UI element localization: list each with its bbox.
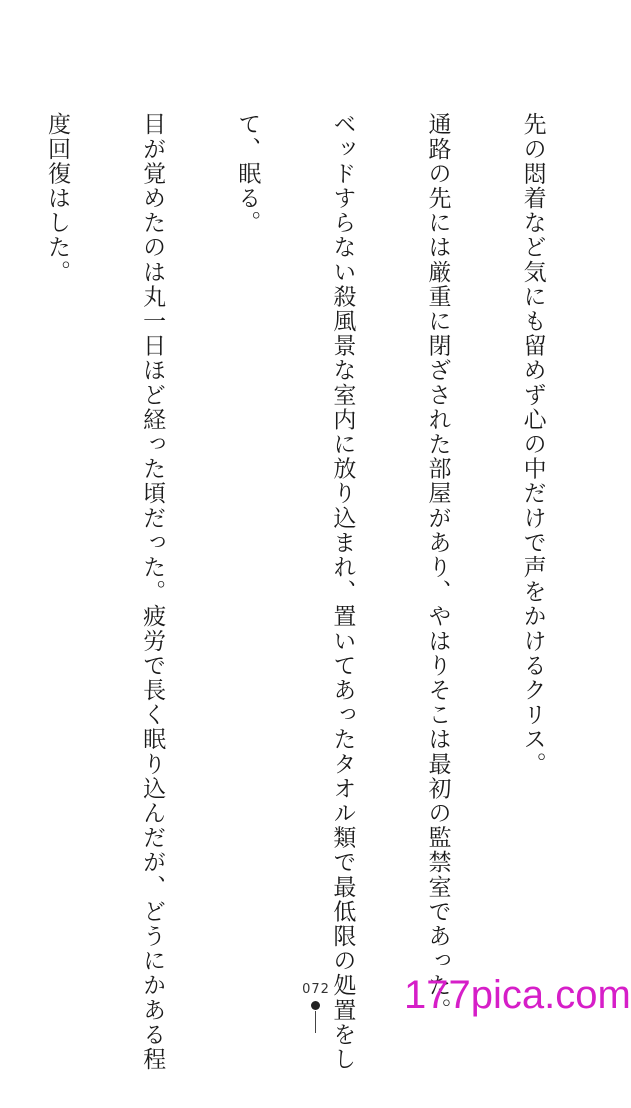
page-number: 072	[302, 982, 330, 997]
text-line: 目が覚めたのは丸一日ほど経った頃だった。疲労で長く眠り込んだが、どうにかある程	[139, 112, 166, 1072]
page-dot-icon	[311, 1001, 320, 1010]
page-divider	[315, 1011, 316, 1033]
text-line: て、眠る。	[234, 112, 261, 235]
text-line: ベッドすらない殺風景な室内に放り込まれ、置いてあったタオル類で最低限の処置をし	[329, 112, 356, 1072]
text-line: 度回復はした。	[44, 112, 71, 285]
text-line: 先の悶着など気にも留めず心の中だけで声をかけるクリス。	[519, 112, 546, 777]
watermark: 177pica.com	[404, 973, 631, 1017]
text-line: 通路の先には厳重に閉ざされた部屋があり、やはりそこは最初の監禁室であった。	[424, 112, 451, 1023]
